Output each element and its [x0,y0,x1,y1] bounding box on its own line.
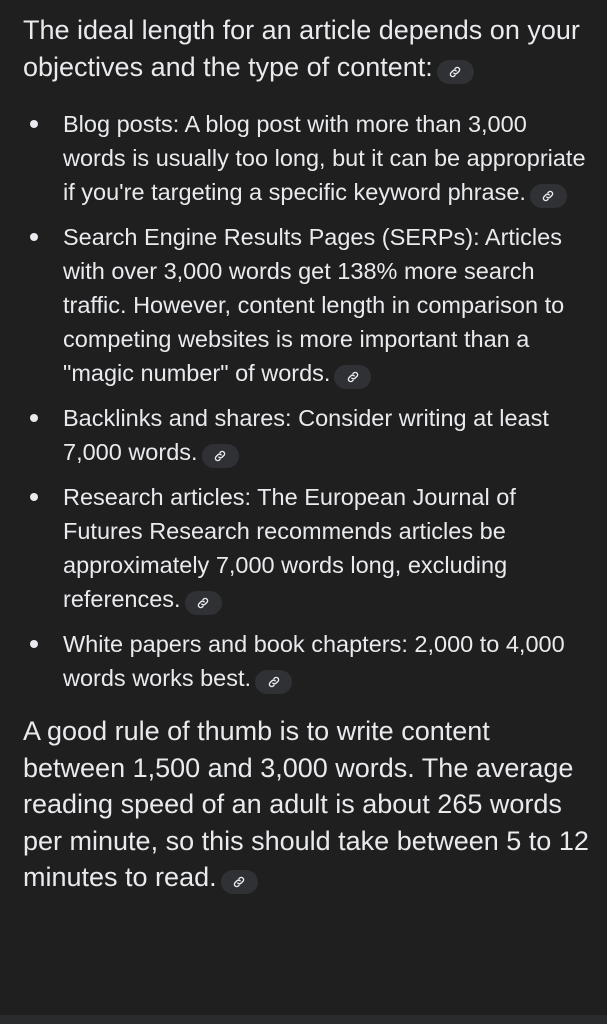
bullet-dot [30,414,38,422]
summary-text: A good rule of thumb is to write content between 1,500 and 3,000 words. The average reading speed of an adult is about 265 words per minute, so this should take between 5 to 12 minutes to read. [23,716,589,892]
bullet-text: White papers and book chapters: 2,000 to 4,000 words works best. [63,631,565,691]
link-icon [196,596,210,610]
bullet-dot [30,493,38,501]
citation-chip-summary[interactable] [221,870,258,894]
bullet-dot [30,120,38,128]
ai-answer-content [23,12,591,896]
citation-chip-serps[interactable] [334,365,371,389]
bullet-text: Research articles: The European Journal of Futures Research recommends articles be approximately 7,000 words long, excluding references. [63,484,516,612]
list-item [23,401,591,469]
bullet-text: Backlinks and shares: Consider writing at least 7,000 words. [63,405,549,465]
bullet-dot [30,233,38,241]
citation-chip-research[interactable] [185,591,222,615]
link-icon [346,370,360,384]
bullet-dot [30,640,38,648]
summary-paragraph [23,713,591,896]
intro-text: The ideal length for an article depends on your objectives and the type of content: [23,15,580,82]
list-item [23,480,591,616]
citation-chip-blog-posts[interactable] [530,184,567,208]
intro-paragraph [23,12,591,85]
link-icon [541,189,555,203]
citation-chip-white-papers[interactable] [255,670,292,694]
link-icon [267,675,281,689]
bullet-text: Blog posts: A blog post with more than 3,000 words is usually too long, but it can be appropriate if you're targeting a specific keyword phrase. [63,111,586,205]
citation-chip-backlinks[interactable] [202,444,239,468]
bullet-text: Search Engine Results Pages (SERPs): Articles with over 3,000 words get 138% more search traffic. However, content length in comparison to competing websites is more important than a "magic number" of words. [63,224,565,386]
list-item [23,220,591,390]
list-item [23,627,591,695]
link-icon [232,875,246,889]
link-icon [448,65,462,79]
citation-chip-intro[interactable] [437,60,474,84]
bottom-bar [0,1015,607,1024]
list-item [23,107,591,209]
link-icon [213,449,227,463]
bullet-list [23,107,591,695]
